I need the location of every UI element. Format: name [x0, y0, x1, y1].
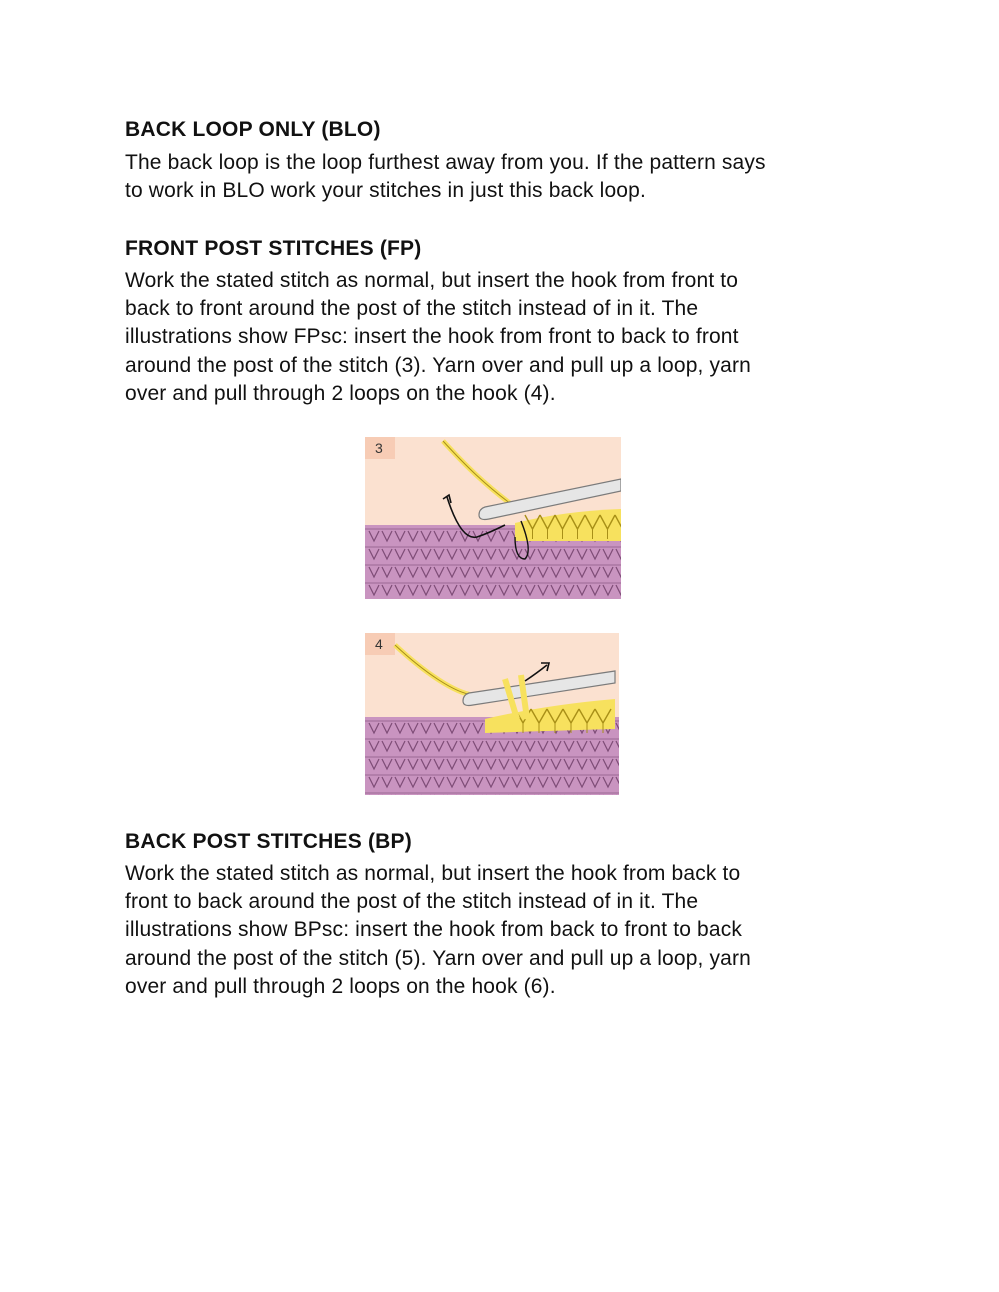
text-line: back to front around the post of the stitch instead of in it. The — [125, 297, 699, 321]
text-line: over and pull through 2 loops on the hook (6). — [125, 974, 556, 998]
heading-back-loop-only: BACK LOOP ONLY (BLO) — [125, 118, 381, 141]
illustration-figure-3 — [365, 437, 621, 599]
text-line: Work the stated stitch as normal, but insert the hook from front to — [125, 269, 739, 292]
illustration-figure-4 — [365, 633, 619, 795]
heading-back-post-stitches: BACK POST STITCHES (BP) — [125, 830, 412, 853]
text-line: Work the stated stitch as normal, but insert the hook from back to — [125, 862, 741, 885]
text-line: front to back around the post of the stitch instead of in it. The — [125, 890, 699, 914]
text-line: around the post of the stitch (5). Yarn over and pull up a loop, yarn — [125, 946, 751, 970]
figure-number: 4 — [375, 636, 383, 652]
paragraph-front-post-stitches — [125, 267, 885, 408]
fpsc-step-3-drawing — [365, 437, 621, 599]
text-line: to work in BLO work your stitches in just this back loop. — [125, 179, 646, 203]
paragraph-back-loop-only — [125, 149, 885, 205]
text-line: The back loop is the loop furthest away from you. If the pattern says — [125, 151, 766, 174]
fpsc-step-4-drawing — [365, 633, 619, 795]
text-line: illustrations show FPsc: insert the hook from front to back to front — [125, 325, 739, 349]
figure-number: 3 — [375, 440, 383, 456]
text-line: over and pull through 2 loops on the hook (4). — [125, 381, 556, 405]
text-line: around the post of the stitch (3). Yarn over and pull up a loop, yarn — [125, 353, 751, 377]
heading-front-post-stitches: FRONT POST STITCHES (FP) — [125, 237, 422, 260]
text-line: illustrations show BPsc: insert the hook from back to front to back — [125, 918, 742, 942]
paragraph-back-post-stitches — [125, 860, 885, 1001]
